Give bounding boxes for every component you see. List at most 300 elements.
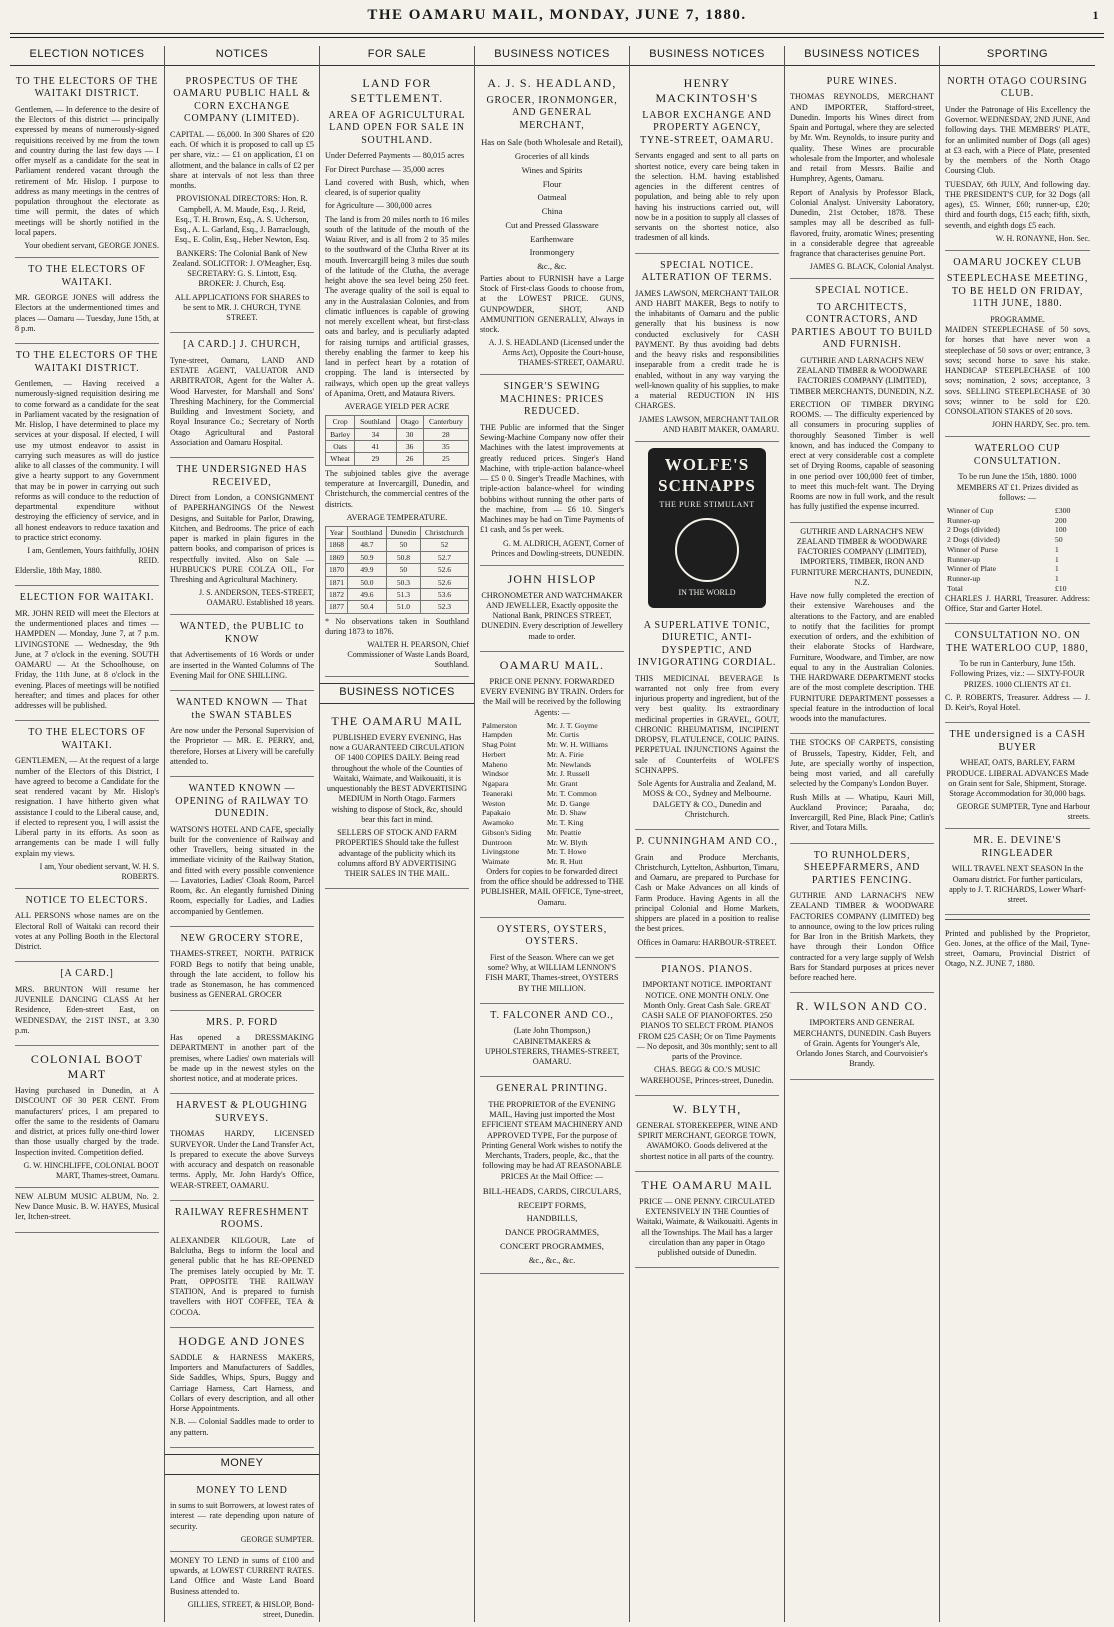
election-ad-george-jones	[15, 70, 159, 258]
prize-amount: £10	[1054, 583, 1067, 593]
ad-footer: N.B. — Colonial Saddles made to order to any pattern.	[170, 1417, 314, 1437]
table-row	[480, 779, 624, 789]
table-cell: 50.4	[347, 601, 386, 613]
ad-consultation-cup	[945, 624, 1090, 723]
ad-body: ALL PERSONS whose names are on the Electoral Roll of Waitaki can record their votes at any Polling Booth in the Electoral District.	[15, 911, 159, 951]
prize-label: Runner-up	[947, 515, 981, 525]
table-cell: 50.0	[347, 576, 386, 588]
ad-title: LAND FOR SETTLEMENT.	[350, 75, 444, 105]
table-row	[480, 828, 624, 838]
ad-directors: PROVISIONAL DIRECTORS: Hon. R. Campbell, A. M. Maude, Esq., J. Reid, Esq., T. H. Brown, Esq., A. S. Ucherson, Esq., A. L. Garland, Esq., J. Barraclough, Esq., E. Colin, Esq., Heber Newton, Esq.	[174, 194, 310, 245]
agent-place: Teaneraki	[482, 788, 513, 798]
table-row	[480, 730, 624, 740]
column-heading: BUSINESS NOTICES	[785, 46, 939, 66]
ad-body: GENERAL STOREKEEPER, WINE AND SPIRIT MERCHANT, GEORGE TOWN, AWAMOKO. Goods delivered at the shortest notice in all parts of the country.	[636, 1120, 778, 1161]
ad-money-to-lend	[170, 1479, 314, 1552]
ad-subtitle: TO ARCHITECTS, CONTRACTORS, AND PARTIES ABOUT TO BUILD AND FURNISH.	[791, 301, 933, 351]
ad-signature: I am, Your obedient servant, W. H. S. ROBERTS.	[39, 861, 159, 881]
ad-body: Have now fully completed the erection of their extensive Warehouses and the alterations to the Factory, and are enabled to notify that the facilities for prompt execution of orders, and the exhibition of their elaborate Stocks of Hardware, Furniture, Woodware, and Timber, are now equal to any in the Australian Colonies. THE HARDWARE DEPARTMENT stocks are of the most complete description. THE FURNITURE DEPARTMENT possesses a special feature in the introduction of local woods into the manufactures.	[790, 591, 934, 723]
ad-cunningham	[635, 830, 779, 958]
ad-note: The subjoined tables give the average temperature at Invercargill, Dunedin, and Christchurch, the commercial centres of the districts.	[325, 468, 469, 509]
ad-body: THAMES-STREET, NORTH. PATRICK FORD Begs to notify that being unable, through the late accident, to follow his trade as Stonemason, he has commenced business as GENERAL GROCER	[170, 949, 314, 1000]
ad-title: A. J. S. HEADLAND,	[487, 75, 617, 90]
ad-title: SPECIAL NOTICE. ALTERATION OF TERMS.	[641, 259, 773, 283]
ad-money-to-lend-2	[170, 1552, 314, 1622]
ad-title: MRS. P. FORD	[206, 1016, 278, 1028]
table-cell: 50	[386, 539, 420, 551]
masthead-rule	[10, 33, 1104, 34]
ad-prospectus	[170, 70, 314, 334]
ad-signature: J. S. ANDERSON, TEES-STREET, OAMARU. Established 18 years.	[198, 588, 314, 608]
ad-cash-buyer	[945, 723, 1090, 829]
ad-body: THE Public are informed that the Singer Sewing-Machine Company now offer their Machines with the latest improvements at greatly reduced prices. Singer's Hand Machine, with triple-action balance-wheel — £5 0 0. Singer's Treadle Machines, with triple-action balance-wheel for winding bobbins without running the other parts of the machine, from — £6 10. Singer's Machines may be had on Time Payments of £1 cash, and 5s per week.	[480, 422, 624, 535]
land-rows	[325, 151, 469, 211]
ad-body: Under the Patronage of His Excellency the Governor. WEDNESDAY, 2ND JUNE, And following days. THE MEMBERS' PLATE, for an unlimited number of Dogs (all ages) at £3 each, with a Piece of Plate, presented by the members of the North Otago Coursing Club.	[945, 104, 1090, 176]
table-row	[480, 808, 624, 818]
ad-footer: ALL APPLICATIONS FOR SHARES to be sent to MR. J. CHURCH, TYNE STREET.	[174, 292, 310, 322]
prize-label: Winner of Cup	[947, 506, 994, 515]
ad-footer: SELLERS OF STOCK AND FARM PROPERTIES Should take the fullest advantage of the publicity which its columns afford BY ADVERTISING THEIR SALES IN THE MAIL.	[335, 828, 459, 879]
table-row	[945, 574, 1090, 584]
agent-name: Mr. T. Common	[546, 788, 597, 798]
ad-title: COLONIAL BOOT MART	[30, 1052, 144, 1081]
list-item: BILL-HEADS, CARDS, CIRCULARS,	[482, 1185, 622, 1196]
agent-name: Mr. Curtis	[546, 730, 579, 740]
temperature-table	[325, 526, 469, 614]
ad-footer: Orders for copies to be forwarded direct from the office should be addressed to THE PUBLISHER, MAIL OFFICE, Tyne-street, Oamaru.	[480, 866, 624, 907]
table-header-cell: Southland	[355, 416, 396, 428]
table-cell: 25	[423, 453, 468, 465]
land-row: For Direct Purchase — 35,000 acres	[325, 164, 445, 174]
ad-music-album	[15, 1188, 159, 1233]
ad-title: T. FALCONER AND CO.,	[490, 1009, 614, 1021]
land-row: for Agriculture — 300,000 acres	[325, 201, 432, 211]
ad-oysters	[480, 918, 624, 1004]
ad-body: WILL TRAVEL NEXT SEASON In the Oamaru district. For further particulars, apply to J. T. RICHARDS, Lower Wharf-street.	[949, 864, 1086, 905]
ad-body: Tyne-street, Oamaru, LAND AND ESTATE AGENT, VALUATOR AND ARBITRATOR, Agent for the Walter A. Wood Harvester, for Marshall and Sons' Threshing Machinery, for the Commercial Building and Investment Society, and Royal Insurance Co.; Secretary of North Otago Agricultural and Pastoral Association and Oamaru Hospital.	[170, 355, 314, 447]
ad-title: THE OAMARU MAIL	[331, 713, 463, 728]
table-row	[326, 588, 469, 600]
election-ad-john-reid	[15, 344, 159, 586]
agent-place: Palmerston	[482, 720, 518, 730]
table-header-cell: Canterbury	[423, 416, 468, 428]
list-item: China	[541, 206, 563, 216]
ad-title: WATERLOO CUP CONSULTATION.	[973, 443, 1062, 467]
ad-timber-special	[790, 279, 934, 522]
ad-blyth	[635, 1096, 779, 1172]
table-header-row	[326, 416, 469, 428]
column-heading: BUSINESS NOTICES	[475, 46, 629, 66]
ad-bankers: BANKERS: The Colonial Bank of New Zealand. SOLICITOR: J. O'Meagher, Esq. SECRETARY: G. S. Lintott, Esq. BROKER: J. Church, Esq.	[172, 248, 312, 289]
table-row	[480, 818, 624, 828]
ad-subtitle: GROCER, IRONMONGER, AND GENERAL MERCHANT,	[486, 94, 618, 131]
ad-body: Has opened a DRESSMAKING DEPARTMENT in another part of the premises, where Ladies' own materials will be made up in the newest styles on the shortest notice, and at moderate prices.	[170, 1033, 314, 1083]
agent-name: Mr. Peattie	[546, 827, 582, 837]
ad-body: ERECTION OF TIMBER DRYING ROOMS. — The difficulty experienced by all consumers in procuring supplies of thoroughly Seasoned Timber is well known, and has induced the Company to erect at very considerable cost a complete set of Drying Rooms, capable of seasoning in one period over 100,000 feet of timber, to meet this much-felt want. The Drying Rooms are now in full work, and the result has fully justified the expense incurred.	[790, 399, 934, 512]
prize-amount: 200	[1054, 515, 1067, 525]
column-for-sale	[320, 46, 475, 1622]
ad-title: HODGE AND JONES	[178, 1333, 306, 1348]
table-row	[480, 769, 624, 779]
eagle-emblem-icon	[675, 518, 739, 582]
list-item: Ironmongery	[529, 247, 575, 258]
table-cell: 49.9	[347, 564, 386, 576]
table-cell: 36	[396, 441, 423, 453]
table-row	[945, 525, 1090, 535]
table-row	[326, 539, 469, 551]
agent-place: Livingstone	[482, 847, 520, 857]
ad-oamaru-mail-price	[635, 1172, 779, 1269]
table-row	[945, 535, 1090, 545]
table-row	[480, 740, 624, 750]
table-row	[326, 428, 469, 440]
ad-title: TO RUNHOLDERS, SHEEPFARMERS, AND PARTIES FENCING.	[803, 849, 921, 886]
ad-body: Direct from London, a CONSIGNMENT of PAPERHANGINGS Of the Newest Designs, and Suitable for Parlor, Drawing, Kitchen, and Bedrooms. The price of each paper is marked in plain figures in the pattern books, and comparison of prices is respectfully invited. Also on Sale — HUBBUCK'S PURE COLZA OIL, For Threshing and Agricultural Machinery.	[170, 493, 314, 584]
ad-wilson	[790, 993, 934, 1079]
ad-title: HENRY MACKINTOSH'S	[655, 75, 759, 105]
ad-title: NORTH OTAGO COURSING CLUB.	[947, 75, 1088, 100]
ad-title: PROSPECTUS OF THE OAMARU PUBLIC HALL & CORN EXCHANGE COMPANY (LIMITED).	[173, 75, 311, 125]
table-cell: 53.6	[420, 588, 468, 600]
table-row	[945, 506, 1090, 516]
ad-body: in sums to suit Borrowers, at lowest rates of interest — rate depending upon nature of security.	[170, 1501, 314, 1531]
table-cell: 50.8	[386, 551, 420, 563]
ad-title: TO THE ELECTORS OF WAITAKI.	[28, 264, 146, 288]
list-item: HANDBILLS,	[526, 1213, 578, 1224]
table-row	[326, 576, 469, 588]
ad-watsons-hotel	[170, 777, 314, 927]
ad-body: NEW ALBUM MUSIC ALBUM, No. 2. New Dance Music. B. W. HAYES, Musical Ier, Itchen-street.	[15, 1191, 159, 1222]
masthead-title: THE OAMARU MAIL, MONDAY, JUNE 7, 1880.	[367, 7, 747, 23]
table-cell: 52	[420, 539, 468, 551]
table-row	[326, 564, 469, 576]
table-cell: 50.3	[386, 576, 420, 588]
ad-timber-warehouses	[790, 523, 934, 735]
list-item: Groceries of all kinds	[514, 151, 590, 161]
ad-body: IMPORTANT NOTICE. IMPORTANT NOTICE. ONE MONTH ONLY. One Month Only. Great Cash Sale. GREAT CASH SALE OF PIANOFORTES. 250 PIANOS TO SELECT FROM. PIANOS FROM £25 CASH; Or on Time Payments — No deposit, and 30s monthly; sent to all parts of the Province.	[636, 980, 778, 1061]
column-business-notices-2	[630, 46, 785, 1622]
list-item: &c., &c., &c.	[528, 1254, 576, 1265]
ad-title: [A CARD.] J. CHURCH,	[183, 339, 301, 351]
ad-body: Gentlemen, — In deference to the desire of the Electors of this district — principally expressed by means of numerously-signed requisitions received by me from the town and country during the last few days — I offer myself as a candidate for the seat in Parliament rendered vacant through the retirement of Mr. Hislop. I purpose to address as many meetings in the centres of population throughout the electorate as time will permit, the dates of which meetings will be shortly notified in the local papers.	[15, 104, 159, 237]
ad-signature: C. P. ROBERTS, Treasurer. Address — J. D. Keir's, Royal Hotel.	[945, 692, 1090, 713]
ad-body: Gentlemen, — Having received a numerously-signed requisition desiring me to come forward as a candidate for the seat in Parliament vacated by the resignation of Mr. Hislop, I have determined to place my services at your disposal. If elected, I will use my utmost endeavor to assist in carrying such measures as will do justice alike to all classes of the community. I will give a hearty support to any Government that may be in power in carrying out such reforms as will conduce to the reduction of departmental expenditure without destroying the efficiency of service, and in all honest endeavors to reduce taxation and to practice strict economy.	[15, 379, 159, 542]
ad-coursing-club	[945, 70, 1090, 251]
ad-signature: JOHN HARDY, Sec. pro. tem.	[991, 420, 1090, 430]
ad-title: W. BLYTH,	[672, 1101, 742, 1116]
ad-body: THOMAS REYNOLDS, MERCHANT AND IMPORTER, Stafford-street, Dunedin. Imports his Wines direct from Spain and Portugal, where they are selected by Mr. Wm. Reynolds, to insure purity and quality. These Wines are procurable wholesale from the Importer, and wholesale and retail from Messrs. Bailie and Humphrey, Agents, Oamaru.	[790, 92, 934, 184]
table-cell: 52.6	[420, 576, 468, 588]
table-row	[480, 750, 624, 760]
ad-body: MR. GEORGE JONES will address the Electors at the undermentioned times and places — Oamaru — Tuesday, June 15th, at 8 p.m.	[15, 293, 159, 333]
table-cell: 1872	[326, 588, 348, 600]
masthead	[0, 0, 1114, 34]
ad-body: To be run June the 15th, 1880. 1000 MEMBERS AT £1. Prizes divided as follows: —	[956, 472, 1079, 502]
seal-tagline: THE PURE STIMULANT	[659, 500, 755, 509]
agent-name: Mr. T. Howe	[546, 847, 587, 857]
ad-body: MONEY TO LEND in sums of £100 and upwards, at LOWEST CURRENT RATES. Land Office and Waste Land Board Business attended to.	[170, 1555, 314, 1596]
table-cell: 52.7	[420, 551, 468, 563]
table-cell: 52.3	[420, 601, 468, 613]
wolfes-schnapps-seal	[648, 448, 766, 608]
ad-report: Report of Analysis by Professor Black, Colonial Analyst. University Laboratory, Dunedin, 21st October, 1878. These samples may all be described as full-flavored, fruity, aromatic Wines; presenting in a considerable degree that agreeable fragrance that characterises genuine Port.	[790, 187, 934, 258]
table-row	[326, 551, 469, 563]
table-header-cell: Otago	[396, 416, 423, 428]
agent-place: Windsor	[482, 769, 509, 779]
ad-dressmaking	[170, 1011, 314, 1095]
table-row	[480, 721, 624, 731]
agent-name: Mr. J. Russell	[546, 769, 590, 779]
agent-name: Mr. W. Blyth	[546, 837, 588, 847]
page-number: 1	[1092, 8, 1100, 22]
column-business-notices-3	[785, 46, 940, 1622]
agent-place: Papakaio	[482, 808, 511, 818]
agent-place: Weston	[482, 798, 506, 808]
ad-signature: G. W. HINCHLIFFE, COLONIAL BOOT MART, Thames-street, Oamaru.	[23, 1160, 159, 1180]
agent-place: Ngapara	[482, 779, 509, 789]
land-row: Under Deferred Payments — 80,015 acres	[325, 151, 465, 161]
ad-title: P. CUNNINGHAM AND CO.,	[636, 836, 778, 847]
notice-to-electors	[15, 889, 159, 963]
ad-signature: GEORGE SUMPTER.	[240, 1534, 314, 1544]
ad-subtitle: STEEPLECHASE MEETING, TO BE HELD ON FRIDAY, 11TH JUNE, 1880.	[946, 273, 1089, 310]
agent-name: Mr. Newlands	[546, 759, 592, 769]
ad-body: Are now under the Personal Supervision of the Proprietor — MR. E. PERRY, and, therefore, Horses at Livery will be carefully attended to.	[170, 726, 314, 766]
agent-name: Mr. A. Firie	[546, 749, 584, 759]
table-row	[945, 555, 1090, 565]
table-row	[480, 789, 624, 799]
ad-body: IMPORTERS AND GENERAL MERCHANTS, DUNEDIN. Cash Buyers of Grain. Agents for Younger's Ale, Orlando Jones Starch, and Courvoisier's Brandy.	[793, 1018, 931, 1069]
ad-title: TO THE ELECTORS OF WAITAKI.	[28, 727, 146, 751]
ad-title: MR. E. DEVINE'S RINGLEADER	[973, 835, 1062, 859]
seal-product: SCHNAPPS	[658, 475, 756, 495]
ad-date: Elderslie, 18th May, 1880.	[15, 566, 102, 575]
column-heading: BUSINESS NOTICES	[630, 46, 784, 66]
table-cell: 35	[423, 441, 468, 453]
ad-title: PIANOS. PIANOS.	[661, 963, 753, 975]
ad-title: NOTICE TO ELECTORS.	[25, 894, 149, 906]
ad-body: THIS MEDICINAL BEVERAGE Is warranted not only free from every injurious property and ingredient, but of the very best quality. Its extraordinary medicinal properties in GRAVEL, GOUT, CHRONIC RHEUMATISM, INCIPIENT DROPSY, FLATULENCE, COLIC PAINS. PERPETUAL INJUNCTIONS Against the sale of Counterfeits of WOLFE'S SCHNAPPS.	[635, 673, 779, 775]
column-heading: FOR SALE	[320, 46, 474, 66]
table-header-cell: Year	[326, 527, 348, 539]
agent-place: Gibson's Siding	[482, 827, 532, 837]
ad-runholders	[790, 844, 934, 994]
ad-john-hislop	[480, 566, 624, 652]
list-item: Cut and Pressed Glassware	[505, 219, 599, 230]
election-ad-roberts	[15, 721, 159, 889]
ad-title: OAMARU JOCKEY CLUB	[953, 256, 1082, 268]
prize-amount: 100	[1054, 525, 1067, 535]
imprint: Printed and published by the Proprietor, Geo. Jones, at the office of the Mail, Tyne-street, Oamaru, Provincial District of Otago, N.Z. JUNE 7, 1880.	[945, 928, 1090, 969]
table-cell: 51.0	[386, 601, 420, 613]
ad-carpets	[790, 734, 934, 843]
ad-title: GENERAL PRINTING.	[496, 1083, 608, 1095]
ad-signature: G. M. ALDRICH, AGENT, Corner of Princes and Dowling-streets, DUNEDIN.	[491, 538, 624, 558]
ad-refreshment-rooms	[170, 1201, 314, 1328]
agent-place: Awamoko	[482, 818, 514, 828]
list-item: CONCERT PROGRAMMES,	[500, 1240, 604, 1251]
ad-signature: WALTER H. PEARSON, Chief Commissioner of Waste Lands Board, Southland.	[347, 640, 469, 670]
ad-title: CONSULTATION NO. ON THE WATERLOO CUP, 1880,	[946, 630, 1089, 654]
table-row	[945, 545, 1090, 555]
ad-pianos	[635, 958, 779, 1096]
section-heading-business: BUSINESS NOTICES	[320, 683, 474, 704]
table-cell: 29	[355, 453, 396, 465]
table-cell: 49.6	[347, 588, 386, 600]
ad-paperhangings	[170, 458, 314, 615]
ad-subtitle: LABOR EXCHANGE AND PROPERTY AGENCY, TYNE-STREET, OAMARU.	[640, 109, 774, 146]
ad-body: The land is from 20 miles north to 16 miles south of the latitude of the mouth of the Waiau River, and is all from 2 to 35 miles to the southward of the Clutha River at its mouth. Invercargill being 3 miles due south of the latitude of the Clutha, the average height above the sea level being 250 feet. The average quality of the soil is equal to any in the Australasian Colonies, and from climatic influences is capable of growing not merely excellent wheat, but first-class oats and barley, and is peculiarly adapted for raising turnips and artificial grasses, thereby enabling the farmer to keep his land in perfect heart by a rotation of cropping. The land is intersected by railways, which open up the great valleys of Apanima, Orett, and Mataura Rivers.	[325, 214, 469, 398]
ad-title: A SUPERLATIVE TONIC, DIURETIC, ANTI-DYSPEPTIC, AND INVIGORATING CORDIAL.	[637, 619, 777, 668]
table-cell: 28	[423, 428, 468, 440]
ad-body: MAIDEN STEEPLECHASE of 50 sovs, for horses that have never won a steeplechase of 50 sovs or over; entrance, 3 sovs; second horse to save his stake. HANDICAP STEEPLECHASE of 100 sovs; nomination, 2 sovs; acceptance, 3 sovs. SELLING STEEPLECHASE of 30 sovs; winner to be sold for £20. CONSOLATION STAKES of 20 sovs.	[945, 325, 1090, 416]
table-header-cell: Dunedin	[386, 527, 420, 539]
ad-body: that Advertisements of 16 Words or under are inserted in the Wanted Columns of The Evening Mail for ONE SHILLING.	[170, 650, 314, 680]
agent-name: Mr. Grant	[546, 779, 578, 789]
ad-subtitle: AREA OF AGRICULTURAL LAND OPEN FOR SALE IN SOUTHLAND.	[328, 109, 466, 146]
table-row	[480, 760, 624, 770]
table-cell: Barley	[326, 428, 355, 440]
agent-name: Mr. R. Hutt	[546, 857, 583, 867]
ad-falconer	[480, 1004, 624, 1078]
ad-boot-mart	[15, 1046, 159, 1188]
prize-label: Winner of Plate	[947, 564, 997, 574]
table-row	[326, 441, 469, 453]
agent-place: Herbert	[482, 749, 506, 759]
ad-body: Grain and Produce Merchants, Christchurch, Lyttelton, Ashburton, Timaru, and Oamaru, are prepared to Purchase for Cash or Make Advances on all kinds of Farm Produce. Having Agents in all the principal Colonial and Home Markets, shippers are placed in a position to realise the best prices.	[635, 852, 779, 934]
ad-body: Parties about to FURNISH have a Large Stock of First-class Goods to choose from, at the LOWEST PRICE. GUNS, GUNPOWDER, SHOT, AND AMMUNITION GENERALLY, Always in stock.	[480, 273, 624, 334]
ad-body: MRS. BRUNTON Will resume her JUVENILE DANCING CLASS At her Residence, Eden-street East, on WEDNESDAY, the 21ST INST., at 3.30 p.m.	[15, 984, 159, 1035]
land-row: Land covered with Bush, which, when cleared, is of superior quality	[325, 177, 469, 197]
divider	[945, 919, 1090, 920]
ad-title: PURE WINES.	[826, 75, 898, 87]
yield-table-title: AVERAGE YIELD PER ACRE	[344, 402, 450, 411]
agent-place: Waimate	[482, 857, 510, 867]
agent-name: Mr. W. H. Williams	[546, 740, 608, 750]
table-row	[326, 453, 469, 465]
printing-list	[480, 1185, 624, 1268]
ad-title: SPECIAL NOTICE.	[815, 285, 909, 297]
ad-signature: Sole Agents for Australia and Zealand, M. MOSS & CO., Sydney and Melbourne. DALGETY & CO., Dunedin and Christchurch.	[637, 779, 777, 819]
ad-title: THE UNDERSIGNED HAS RECEIVED,	[176, 464, 308, 488]
ad-title: THE undersigned is a CASH BUYER	[949, 729, 1086, 753]
list-item: RECEIPT FORMS,	[517, 1199, 587, 1210]
ad-title: WANTED KNOWN — That the SWAN STABLES	[176, 697, 308, 721]
prize-amount: 1	[1054, 544, 1059, 554]
ad-hodge-jones	[170, 1328, 314, 1448]
ad-mills: Rush Mills at — Whatipu, Kauri Mill, Auckland Province; Paraaha, do; Invercargill, Red Pine, Black Pine; Catlin's River, and Totara Mills.	[790, 792, 934, 833]
masthead-rule-double	[10, 37, 1104, 38]
ad-signature: I am, Gentlemen, Yours faithfully, JOHN REID.	[27, 546, 159, 565]
table-row	[945, 584, 1090, 594]
ad-body-2: TUESDAY, 6th JULY, And following day. THE PRESIDENT'S CUP, for 32 Dogs (all ages), £5. Winner, £60; runner-up, £20; third and fourth dogs, £15 each; fifth, sixth, seventh, and eighth dogs £5 each.	[945, 179, 1090, 230]
prize-label: 2 Dogs (divided)	[947, 525, 1000, 535]
prize-amount: 50	[1054, 535, 1063, 545]
ad-body: CHRONOMETER AND WATCHMAKER AND JEWELLER, Exactly opposite the National Bank, PRINCES STREET, DUNEDIN. Every description of Jewellery made to order.	[481, 590, 623, 641]
ad-signature: CHARLES J. HARRI, Treasurer. Address: Office, Star and Garter Hotel.	[945, 593, 1090, 613]
ad-title: WANTED, the PUBLIC to KNOW	[179, 621, 305, 645]
ad-title: NEW GROCERY STORE,	[180, 932, 304, 944]
ad-waterloo-consultation	[945, 437, 1090, 624]
ad-body: THOMAS HARDY, LICENSED SURVEYOR. Under the Land Transfer Act, Is prepared to execute the above Surveys with accuracy and despatch on reasonable terms. Apply, Mr. John Hardy's Office, WEAR-STREET, OAMARU.	[170, 1129, 314, 1190]
ad-body: MR. JOHN REID will meet the Electors at the undermentioned places and times — HAMPDEN — Monday, June 7, at 7 p.m. LIVINGSTONE — Wednesday, the 9th June, at 7 o'clock in the evening. SOUTH OAMARU — At the Schoolhouse, on Friday, the 11th June, at 8 o'clock in the evening. Places of meetings will be notified hereafter; and times and places for other addresses will be published.	[15, 608, 159, 710]
ad-wanted-public	[170, 615, 314, 691]
ad-signature: W. H. RONAYNE, Hon. Sec.	[995, 233, 1090, 243]
seal-world: IN THE WORLD	[678, 588, 736, 597]
ad-body: Servants engaged and sent to all parts on shortest notice, every care being taken in the selection. H.M. having established agencies in the different centres of population, and being able to rely upon having his instructions carried out, will now be in a position to supply all classes of servants on the shortest notice, also tradesmen of all kinds.	[635, 151, 779, 243]
ad-signature: JAMES G. BLACK, Colonial Analyst.	[809, 262, 934, 272]
ad-singer	[480, 375, 624, 565]
list-item: Wines and Spirits	[521, 164, 583, 175]
column-heading: SPORTING	[940, 46, 1095, 66]
ad-jockey-club	[945, 251, 1090, 438]
ad-general-printing	[480, 1077, 624, 1274]
prize-label: 2 Dogs (divided)	[947, 535, 1000, 545]
ad-body: PUBLISHED EVERY EVENING, Has now a GUARANTEED CIRCULATION OF 1400 COPIES DAILY. Being read throughout the whole of the Counties of Waitaki, Waimate, and Waikouaiti, it is unquestionably the BEST ADVERTISING MEDIUM in North Otago. Farmers wishing to dispose of Stock, &c, should bear this fact in mind.	[326, 732, 468, 824]
agent-place: Duntroon	[482, 837, 512, 847]
agent-name: Mr. D. Shaw	[546, 808, 587, 818]
agent-name: Mr. D. Gange	[546, 798, 590, 808]
ad-oamaru-mail-circulation	[325, 708, 469, 890]
ad-title: RAILWAY REFRESHMENT ROOMS.	[174, 1206, 309, 1231]
ad-grocery-store	[170, 927, 314, 1011]
ad-signature: CHAS. BEGG & CO.'S MUSIC WAREHOUSE, Princes-street, Dunedin.	[640, 1065, 774, 1085]
ad-signature: GEORGE SUMPTER, Tyne and Harbour streets.	[956, 802, 1090, 822]
ad-title: ELECTION FOR WAITAKI.	[19, 592, 155, 604]
table-cell: 26	[396, 453, 423, 465]
ad-land-settlement	[325, 70, 469, 677]
list-item: Earthenware	[530, 233, 574, 244]
table-cell: 48.7	[347, 539, 386, 551]
prize-label: Winner of Purse	[947, 544, 998, 554]
column-heading: NOTICES	[165, 46, 319, 66]
ad-signature: Offices in Oamaru: HARBOUR-STREET.	[637, 937, 777, 947]
ad-headland	[480, 70, 624, 376]
prize-amount: 1	[1054, 554, 1059, 564]
ad-title: THE OAMARU MAIL	[641, 1177, 773, 1192]
yield-table	[325, 415, 469, 466]
ad-oamaru-mail-agents	[480, 652, 624, 918]
ad-title: R. WILSON AND CO.	[796, 999, 928, 1014]
ad-title: OYSTERS, OYSTERS, OYSTERS.	[496, 923, 607, 948]
programme-heading: PROGRAMME.	[990, 314, 1045, 324]
ad-title: WANTED KNOWN — OPENING of RAILWAY TO DUNEDIN.	[175, 783, 309, 819]
prize-label: Runner-up	[947, 574, 981, 584]
agent-place: Maheno	[482, 759, 508, 769]
ad-schnapps-text	[635, 614, 779, 831]
table-cell: 51.3	[386, 588, 420, 600]
table-cell: 30	[396, 428, 423, 440]
ad-title: MONEY TO LEND	[196, 1484, 288, 1496]
ad-signature: JAMES LAWSON, MERCHANT TAILOR AND HABIT MAKER, OAMARU.	[638, 414, 779, 434]
ad-body: PRICE — ONE PENNY. CIRCULATED EXTENSIVELY IN THE Counties of Waitaki, Waimate, & Waikouaiti. Agents in all the Townships. The Mail has a larger circulation than any paper in Otago published outside of Dunedin.	[636, 1196, 778, 1257]
column-election-notices	[10, 46, 165, 1622]
table-cell: 1877	[326, 601, 348, 613]
ad-body: WHEAT, OATS, BARLEY, FARM PRODUCE. LIBERAL ADVANCES Made on Grain sent for Sale, Shipment, Storage. Storage Accommodation for 30,000 bags.	[946, 758, 1089, 799]
ad-firm: GUTHRIE AND LARNACH'S NEW ZEALAND TIMBER & WOODWARE FACTORIES COMPANY (LIMITED), TIMBER MERCHANTS, DUNEDIN, N.Z.	[790, 355, 934, 396]
newspaper-columns	[10, 46, 1104, 1622]
table-row	[480, 838, 624, 848]
ad-body: GUTHRIE AND LARNACH'S NEW ZEALAND TIMBER & WOODWARE FACTORIES COMPANY (LIMITED) beg to announce, owing to the low prices ruling for Bar Iron in the British Markets, they have through their London Office contracted for a very large supply of Welsh Bars for Standard purposes at prices never before reached here.	[790, 891, 934, 982]
ad-title: OAMARU MAIL.	[499, 657, 605, 672]
ad-body: (Late John Thompson,) CABINETMAKERS & UPHOLSTERERS, THAMES-STREET, OAMARU.	[484, 1026, 620, 1067]
table-header-cell: Christchurch	[420, 527, 468, 539]
ad-title: SINGER'S SEWING MACHINES: PRICES REDUCED.	[499, 381, 605, 418]
ad-mackintosh	[635, 70, 779, 254]
ad-body: First of the Season. Where can we get some? Why, at WILLIAM LENNON'S FISH MART, Thames-street, OYSTERS BY THE MILLION.	[485, 952, 619, 993]
table-cell: 1869	[326, 551, 348, 563]
ad-note: * No observations taken in Southland during 1873 to 1876.	[325, 616, 469, 636]
